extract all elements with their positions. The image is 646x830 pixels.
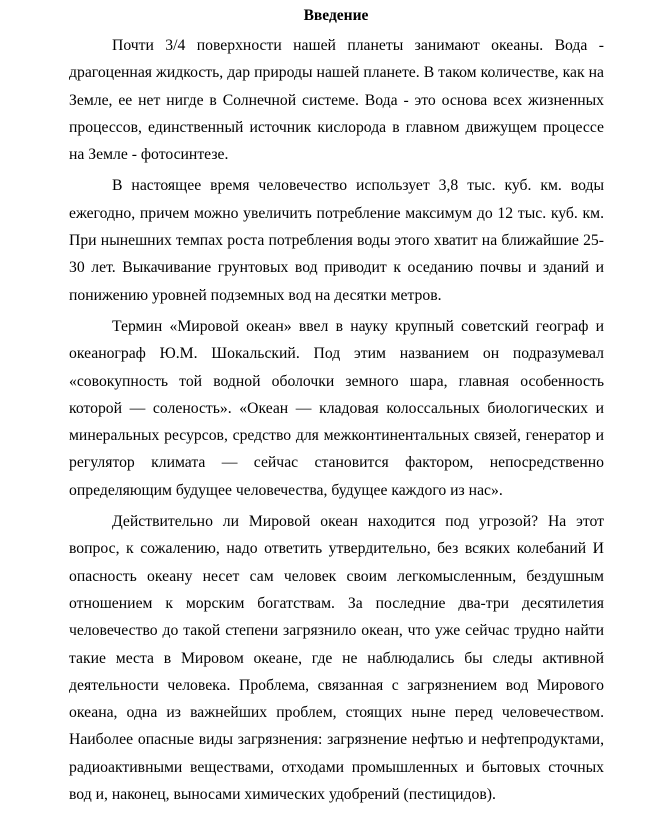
paragraph-4: Действительно ли Мировой океан находится под угрозой? На этот вопрос, к сожалению, надо ответить утвердительно, без всяких колебаний И опасность океану несет сам человек своим легкомысленным, бездушным отношением к морским богатствам. За последние два-три десятилетия человечество до такой степени загрязнило океан, что уже сейчас трудно найти такие места в Мировом океане, где не наблюдались бы следы активной деятельности человека. Проблема, связанная с загрязнением вод Мирового океана, одна из важнейших проблем, стоящих ныне перед человечеством. Наиболее опасные виды загрязнения: загрязнение нефтью и нефтепродуктами, радиоактивными веществами, отходами промышленных и бытовых сточных вод и, наконец, выносами химических удобрений (пестицидов). (69, 513, 604, 804)
paragraph-1: Почти 3/4 поверхности нашей планеты занимают океаны. Вода - драгоценная жидкость, дар природы нашей планете. В таком количестве, как на Земле, ее нет нигде в Солнечной системе. Вода - это основа всех жизненных процессов, единственный источник кислорода в главном движущем процессе на Земле - фотосинтезе. (69, 37, 604, 164)
document-title: Введение (303, 7, 369, 24)
paragraph-2: В настоящее время человечество использует 3,8 тыс. куб. км. воды ежегодно, причем можно увеличить потребление максимум до 12 тыс. куб. км. При нынешних темпах роста потребления воды этого хватит на ближайшие 25-30 лет. Выкачивание грунтовых вод приводит к оседанию почвы и зданий и понижению уровней подземных вод на десятки метров. (69, 177, 604, 304)
paragraph-3: Термин «Мировой океан» ввел в науку крупный советский географ и океанограф Ю.М. Шокальский. Под этим названием он подразумевал «совокупность той водной оболочки земного шара, главная особенность которой — соленость». «Океан — кладовая колоссальных биологических и минеральных ресурсов, средство для межконтинентальных связей, генератор и регулятор климата — сейчас становится фактором, непосредственно определяющим будущее человечества, будущее каждого из нас». (69, 317, 604, 499)
document-body (69, 32, 604, 808)
